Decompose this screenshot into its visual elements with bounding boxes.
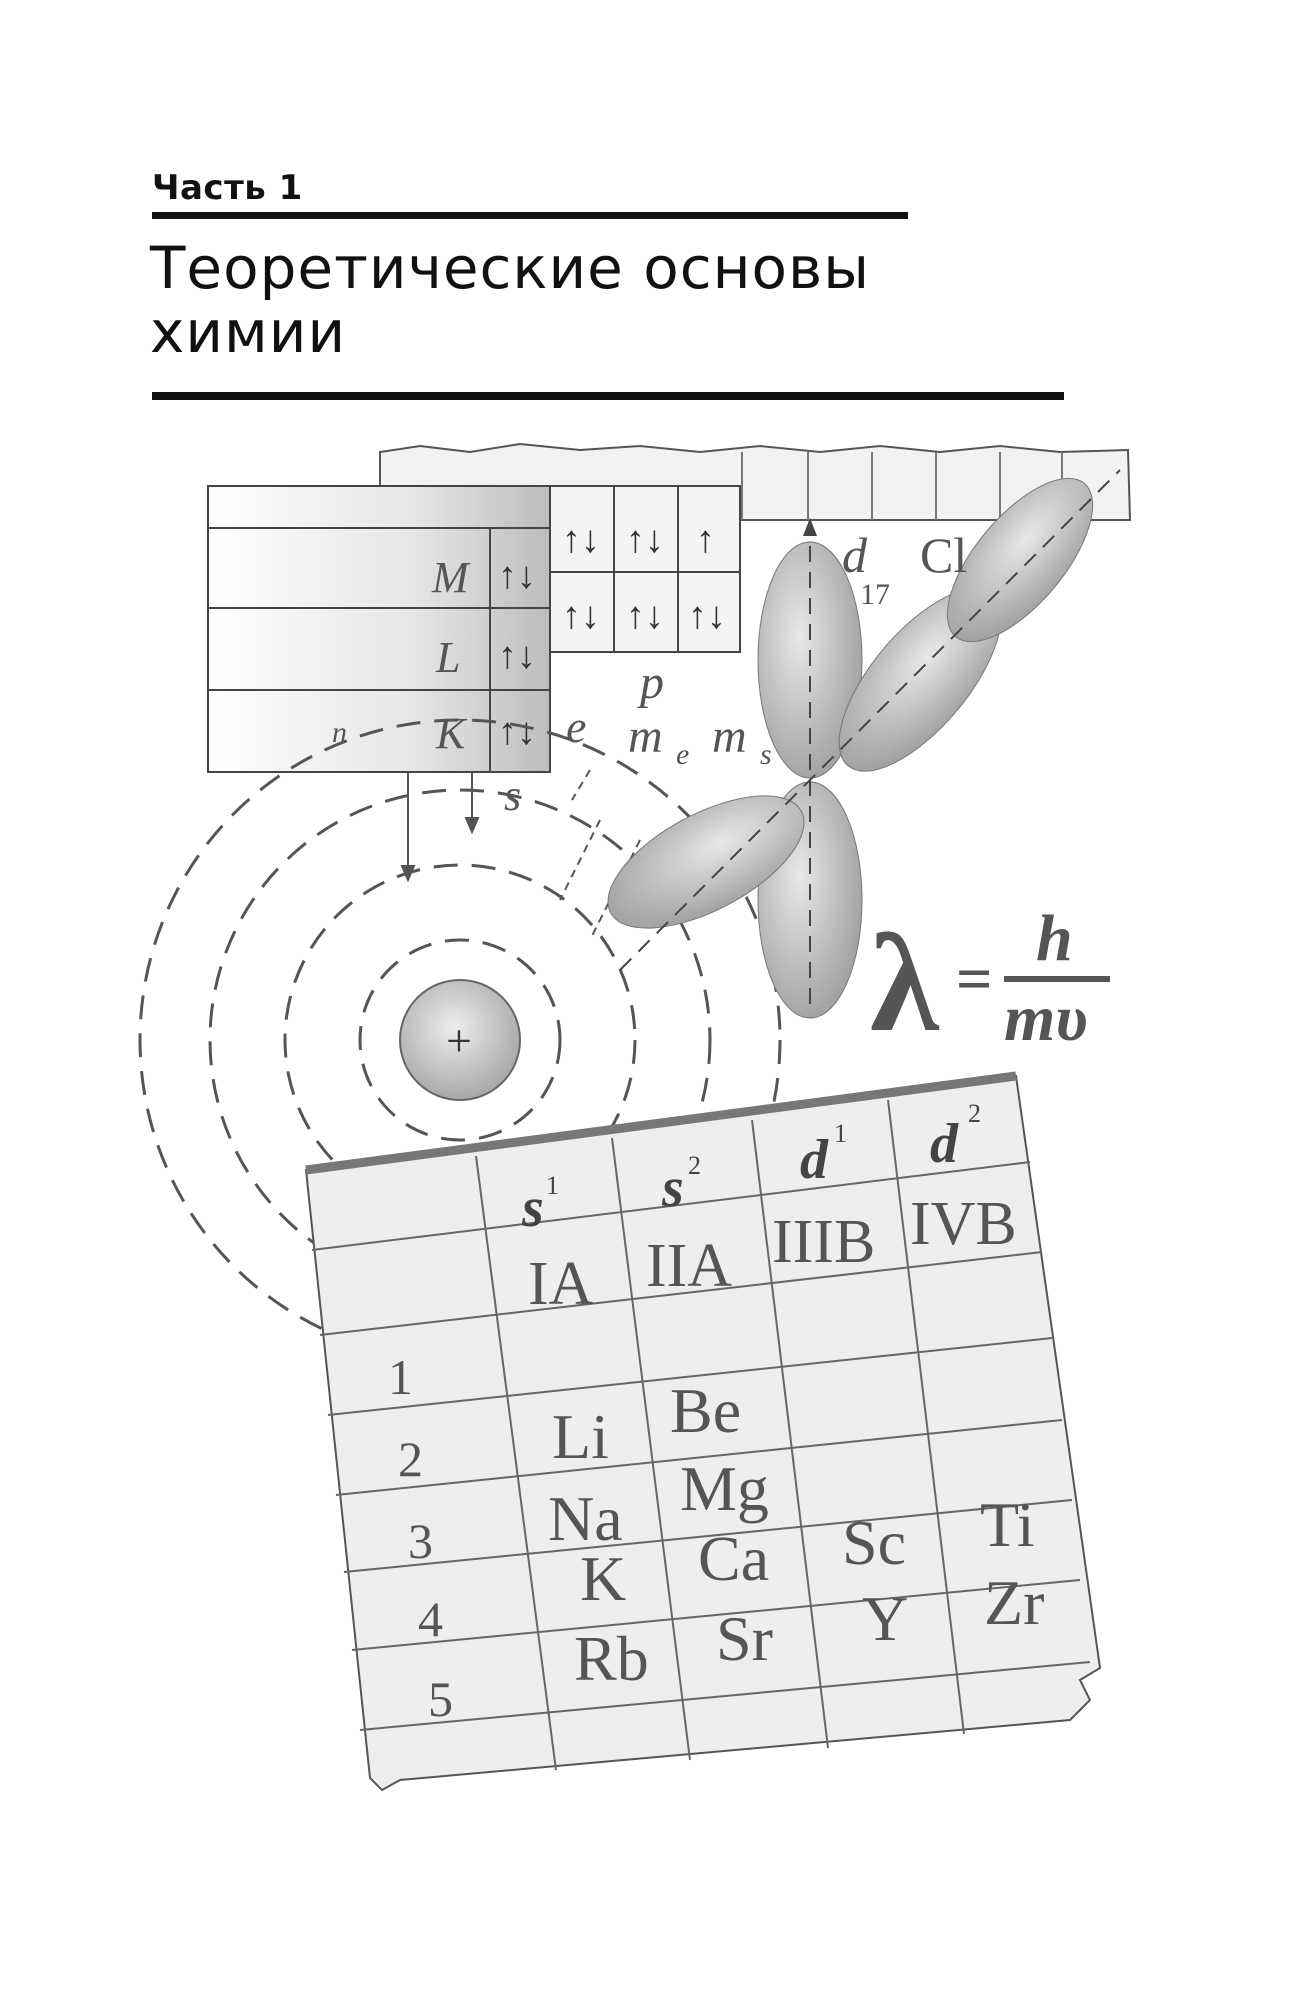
- s-label: s: [504, 771, 522, 820]
- element-na: Na: [548, 1483, 623, 1554]
- electron-pair-m: ↑↓: [498, 555, 536, 597]
- element-be: Be: [670, 1375, 742, 1446]
- period-4: 4: [418, 1591, 443, 1647]
- electron-pair-3p-1: ↑↓: [562, 519, 600, 561]
- group-header-ivb: IVB: [910, 1190, 1017, 1258]
- quantum-label-ms: m: [712, 710, 747, 763]
- electron-sup-d1: 1: [834, 1119, 847, 1148]
- electron-sup-s1: 1: [546, 1171, 559, 1200]
- chapter-title-line-2: химии: [150, 298, 347, 366]
- shell-label-k: K: [436, 709, 466, 758]
- element-sc: Sc: [842, 1507, 906, 1578]
- orbital-d-label: d: [842, 527, 867, 583]
- part-label: Часть 1: [152, 168, 303, 208]
- electron-pair-2p-1: ↑↓: [562, 595, 600, 637]
- electron-pair-2p-2: ↑↓: [626, 595, 664, 637]
- shell-label-l: L: [436, 633, 461, 682]
- electron-header-d1: d: [800, 1129, 828, 1191]
- period-3: 3: [408, 1513, 433, 1569]
- n-label: n: [332, 716, 347, 749]
- element-ti: Ti: [980, 1489, 1035, 1560]
- electron-header-s2: s: [662, 1157, 684, 1219]
- electron-single-3p-3: ↑: [696, 519, 715, 561]
- period-1: 1: [388, 1349, 413, 1405]
- element-y: Y: [862, 1583, 909, 1654]
- chapter-title-line-1: Теоретические основы: [150, 234, 871, 302]
- element-li: Li: [552, 1401, 609, 1472]
- electron-pair-l: ↑↓: [498, 635, 536, 677]
- electron-pair-2p-3: ↑↓: [688, 595, 726, 637]
- quantum-label-e: e: [566, 701, 587, 752]
- element-mg: Mg: [680, 1453, 769, 1524]
- chlorine-label: Cl: [920, 527, 968, 583]
- nucleus-plus: +: [446, 1015, 472, 1066]
- element-ca: Ca: [698, 1523, 770, 1594]
- p-label: p: [640, 656, 664, 709]
- quantum-label-m: m: [628, 710, 663, 763]
- electron-pair-3p-2: ↑↓: [626, 519, 664, 561]
- electron-pair-k: ↑↓: [498, 711, 536, 753]
- electron-header-s1: s: [522, 1177, 544, 1239]
- element-sr: Sr: [716, 1603, 773, 1674]
- element-k: K: [580, 1543, 627, 1614]
- element-zr: Zr: [984, 1567, 1045, 1638]
- electron-sup-d2: 2: [968, 1099, 981, 1128]
- group-header-ia: IA: [528, 1250, 594, 1318]
- formula-denominator: mυ: [1004, 982, 1088, 1055]
- orbital-d-subscript: 17: [860, 578, 890, 611]
- periodic-table: [306, 1076, 1100, 1790]
- element-rb: Rb: [574, 1623, 649, 1694]
- electron-header-d2: d: [930, 1113, 958, 1175]
- group-header-iia: IIA: [646, 1232, 733, 1300]
- quantum-label-m-sub-e: e: [676, 738, 690, 771]
- formula-equals: =: [956, 943, 993, 1014]
- shell-label-m: M: [432, 553, 469, 602]
- de-broglie-formula: [870, 902, 1110, 1061]
- group-header-iiib: IIIB: [772, 1208, 876, 1276]
- electron-sup-s2: 2: [688, 1151, 701, 1180]
- period-2: 2: [398, 1431, 423, 1487]
- quantum-label-ms-sub-s: s: [760, 738, 772, 771]
- formula-lambda: λ: [870, 906, 939, 1061]
- formula-numerator: h: [1036, 902, 1073, 975]
- period-5: 5: [428, 1671, 453, 1727]
